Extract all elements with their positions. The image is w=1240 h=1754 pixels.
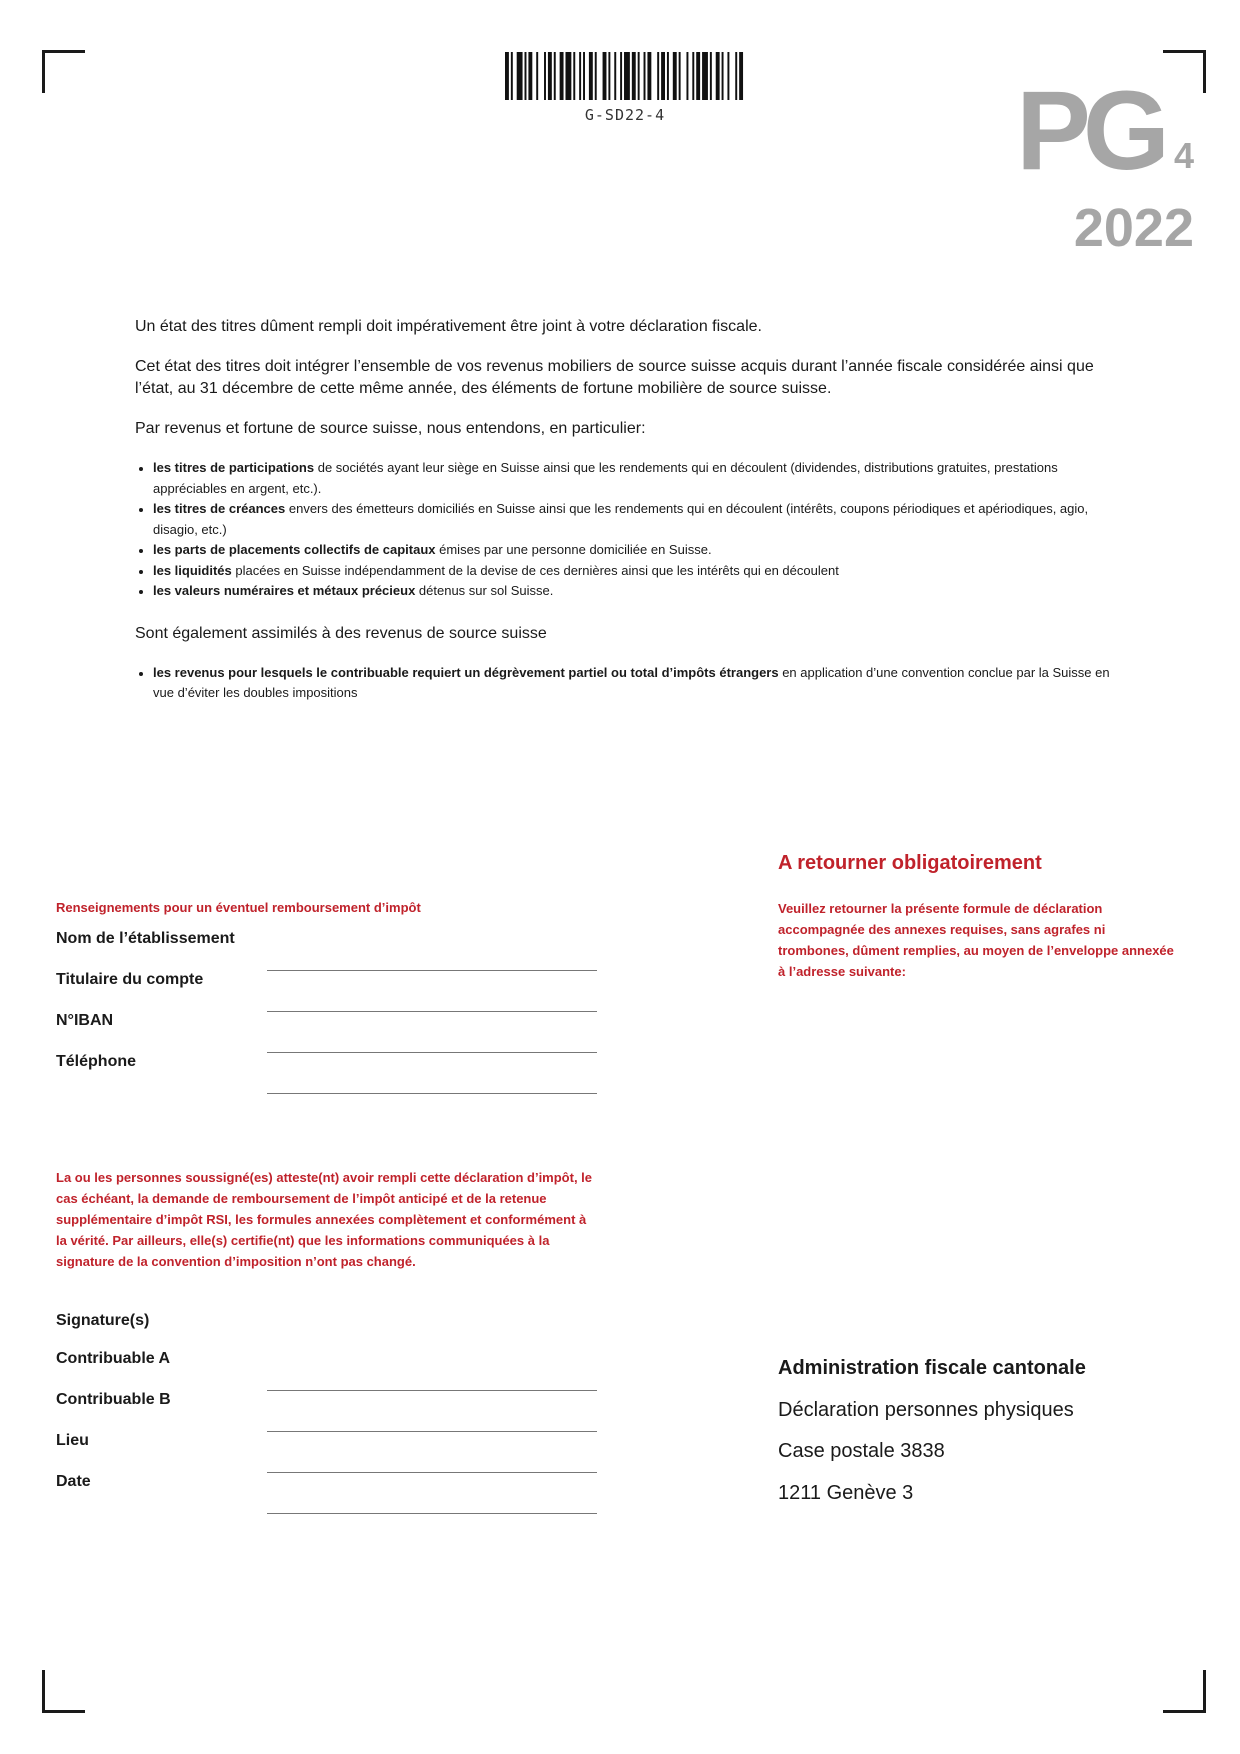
list-item: [153, 581, 1115, 602]
establishment-field: [56, 928, 596, 958]
form-code-letters: PG: [1016, 68, 1162, 193]
place-input[interactable]: [267, 1450, 597, 1473]
field-label: Nom de l’établissement: [56, 930, 235, 947]
date-input[interactable]: [267, 1491, 597, 1514]
field-label: Contribuable B: [56, 1391, 171, 1408]
list-item-term: les valeurs numéraires et métaux précieux: [153, 583, 416, 598]
phone-field: [56, 1051, 596, 1081]
intro-section: [135, 316, 1115, 725]
list-item: [153, 561, 1115, 582]
form-year: 2022: [1073, 198, 1194, 258]
field-label: Lieu: [56, 1432, 89, 1449]
signature-title: Signature(s): [56, 1312, 150, 1329]
crop-mark-top-left: [42, 50, 85, 93]
attestation-text: La ou les personnes soussigné(es) atteste(nt) avoir rempli cette déclaration d’impôt, le cas échéant, la demande de remboursement de l’impôt anticipé et de la retenue supplémentaire d’impôt RSI, les formules annexées complètement et conformément à la vérité. Par ailleurs, elle(s) certifie(nt) que les informations communiquées à la signature de la convention d’imposition n’ont pas changé.: [56, 1170, 593, 1269]
taxpayer-a-field: [56, 1348, 596, 1378]
address-line: Déclaration personnes physiques: [778, 1398, 1074, 1421]
list-item-term: les titres de créances: [153, 501, 286, 516]
crop-mark-bottom-right: [1163, 1670, 1206, 1713]
address-line: 1211 Genève 3: [778, 1481, 914, 1504]
list-item-text: de sociétés ayant leur siège en Suisse ainsi que les rendements qui en découlent (dividendes, distributions gratuites, prestations appréciables en argent, etc.).: [153, 460, 1058, 496]
barcode: [505, 52, 745, 100]
address-line: Case postale 3838: [778, 1440, 945, 1462]
source-list: [135, 458, 1115, 602]
crop-mark-bottom-left: [42, 1670, 85, 1713]
list-item-term: les liquidités: [153, 562, 232, 578]
barcode-text: G-SD22-4: [584, 106, 666, 124]
return-address: [778, 1348, 1086, 1514]
phone-input[interactable]: [267, 1071, 597, 1094]
field-label: Contribuable A: [56, 1350, 171, 1367]
refund-info-title: Renseignements pour un éventuel remboursement d’impôt: [56, 900, 421, 915]
date-field: [56, 1471, 596, 1501]
list-item-text: émises par une personne domiciliée en Suisse.: [435, 542, 712, 557]
intro-paragraph: Cet état des titres doit intégrer l’ensemble de vos revenus mobiliers de source suisse acquis durant l’année fiscale considérée ainsi que l’état, au 31 décembre de cette même année, des éléments de fortune mobilière de source suisse.: [135, 358, 1094, 397]
list-item: [153, 540, 1115, 561]
return-title: A retourner obligatoirement: [778, 852, 1042, 874]
field-label: Date: [56, 1473, 91, 1490]
field-label: Téléphone: [56, 1053, 137, 1070]
list-item-text: détenus sur sol Suisse.: [415, 583, 554, 598]
form-code-number: 4: [1173, 135, 1194, 176]
list-item: [153, 663, 1115, 704]
taxpayer-a-input[interactable]: [267, 1368, 597, 1391]
list-item-term: les parts de placements collectifs de capitaux: [153, 542, 436, 557]
list-item-text: en application d’une convention conclue par la Suisse en vue d’éviter les doubles impositions: [153, 664, 1110, 700]
iban-input[interactable]: [267, 1030, 597, 1053]
field-label: N°IBAN: [56, 1012, 114, 1029]
account-holder-field: [56, 969, 596, 999]
iban-field: [56, 1010, 596, 1040]
taxpayer-b-field: [56, 1389, 596, 1419]
list-item-term: les revenus pour lesquels le contribuable requiert un dégrèvement partiel ou total d’impôts étrangers: [153, 664, 779, 680]
return-instructions: Veuillez retourner la présente formule de déclaration accompagnée des annexes requises, sans agrafes ni trombones, dûment remplies, au moyen de l’enveloppe annexée à l’adresse suivante:: [778, 901, 1174, 979]
establishment-input[interactable]: [267, 948, 597, 971]
field-label: Titulaire du compte: [56, 971, 204, 988]
list-item-text: envers des émetteurs domiciliés en Suisse ainsi que les rendements qui en découlent (intérêts, coupons périodiques et apériodiques, agio, disagio, etc.): [153, 501, 1089, 537]
list-item: [153, 499, 1115, 540]
list-item-term: les titres de participations: [153, 460, 315, 475]
list-item-text: placées en Suisse indépendamment de la devise de ces dernières ainsi que les intérêts qui en découlent: [231, 562, 839, 578]
list-item: [153, 458, 1115, 499]
account-holder-input[interactable]: [267, 989, 597, 1012]
intro-paragraph: Sont également assimilés à des revenus de source suisse: [135, 624, 547, 642]
intro-paragraph: Un état des titres dûment rempli doit impérativement être joint à votre déclaration fiscale.: [135, 318, 762, 335]
taxpayer-b-input[interactable]: [267, 1409, 597, 1432]
form-code: [1016, 68, 1194, 193]
intro-paragraph: Par revenus et fortune de source suisse, nous entendons, en particulier:: [135, 420, 646, 437]
address-line: Administration fiscale cantonale: [778, 1357, 1086, 1379]
assimilated-list: [135, 663, 1115, 704]
place-field: [56, 1430, 596, 1460]
